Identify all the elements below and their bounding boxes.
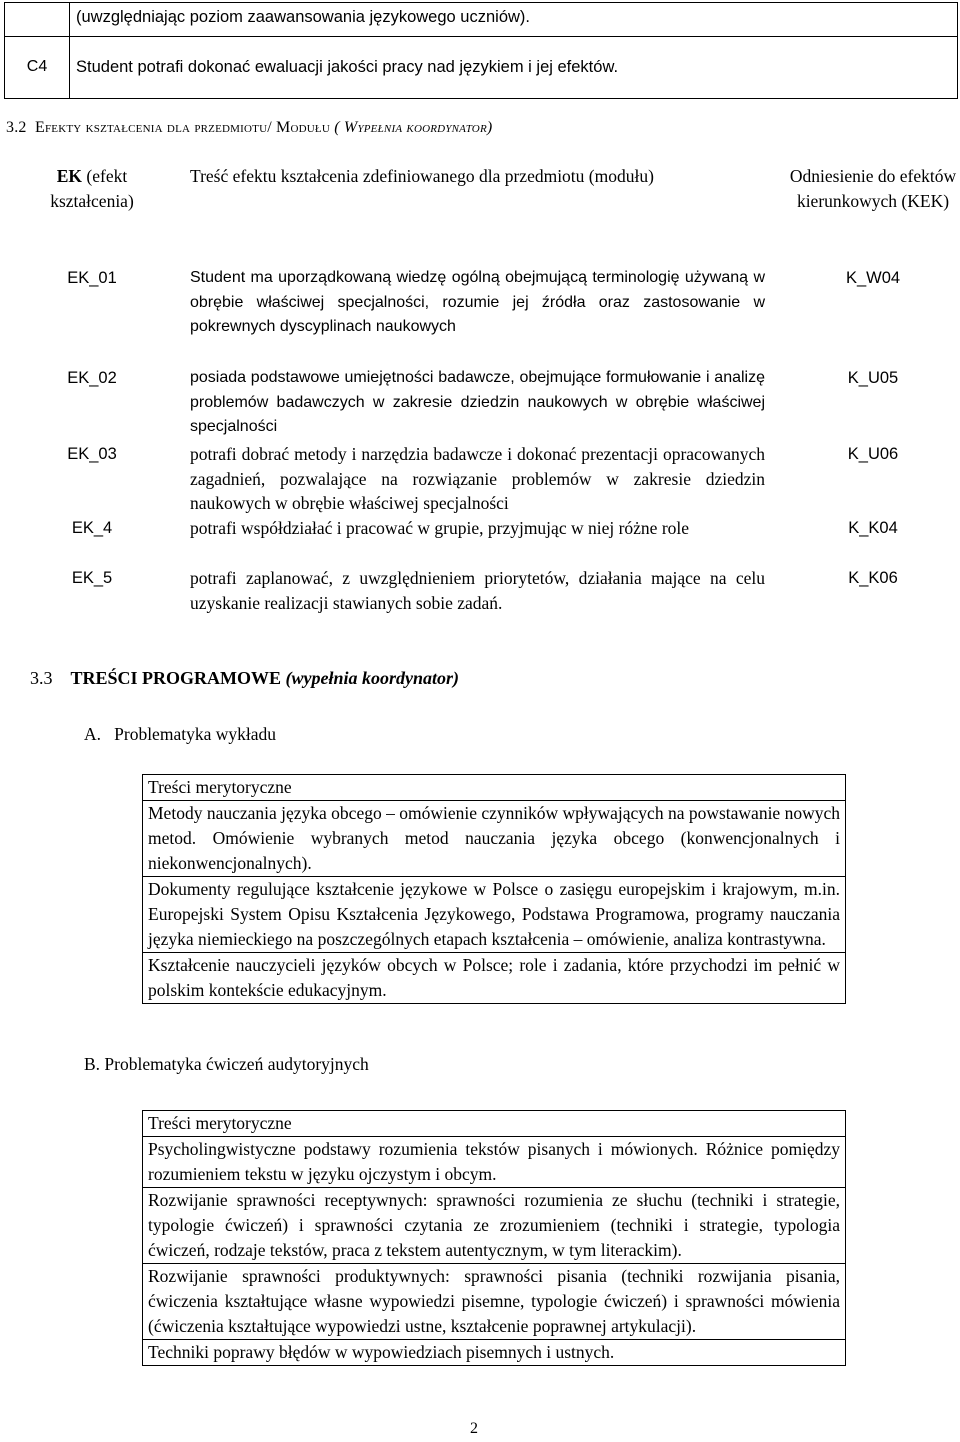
header-cell: Treści merytoryczne [143, 775, 846, 801]
ek-desc: potrafi dobrać metody i narzędzia badawcze i dokonać prezentacji opracowanych zagadnień, pozwalające na rozwiązanie problemów w zakresie dziedzin naukowych w obrębie właściwej specjalności [190, 444, 765, 513]
table-row [143, 877, 846, 953]
table-row [143, 953, 846, 1004]
ek-desc: Student ma uporządkowaną wiedzę ogólną obejmującą terminologię używaną w obrębie właściwej specjalności, rozumie jej źródła oraz zastosowanie w pokrewnych dyscyplinach naukowych [190, 269, 765, 335]
content-cell: Psycholingwistyczne podstawy rozumienia tekstów pisanych i mówionych. Różnice pomiędzy rozumieniem tekstu w języku ojczystym i obcym. [143, 1137, 846, 1188]
ek-code: EK_03 [67, 445, 117, 463]
ek-desc: potrafi zaplanować, z uwzględnieniem priorytetów, działania mające na celu uzyskanie realizacji stawianych sobie zadań. [190, 568, 765, 613]
table-row [143, 801, 846, 877]
objective-text: (uwzględniając poziom zaawansowania językowego uczniów). [70, 3, 958, 37]
objective-code: C4 [5, 37, 70, 99]
table-row [5, 37, 958, 99]
ek-code: EK_02 [67, 369, 117, 387]
objectives-table [4, 2, 958, 99]
section-heading-3-3 [30, 666, 459, 691]
ek-kek: K_W04 [845, 269, 901, 287]
part-a-title: A. Problematyka wykładu [84, 724, 276, 744]
ek-code: EK_4 [71, 519, 113, 537]
section-note: (wypełnia koordynator) [285, 668, 460, 688]
ek-desc: posiada podstawowe umiejętności badawcze, obejmujące formułowanie i analizę problemów badawczych w zakresie dziedzin naukowych w obrębie właściwej specjalności [190, 369, 765, 435]
table-row [143, 1264, 846, 1340]
section-title: Efekty kształcenia dla przedmiotu/ Modułu [35, 119, 330, 136]
part-b-title: B. Problematyka ćwiczeń audytoryjnych [84, 1054, 369, 1074]
section-number: 3.3 [30, 668, 53, 688]
content-cell: Metody nauczania języka obcego – omówienie czynników wpływających na powstawanie nowych metod. Omówienie wybranych metod nauczania języka obcego (konwencjonalnych i niekonwencjonalnych). [143, 801, 846, 877]
objective-code [5, 3, 70, 37]
header-cell: Treści merytoryczne [143, 1111, 846, 1137]
table-row [143, 1340, 846, 1366]
ek-kek: K_K04 [848, 519, 898, 537]
header-code-bold: EK [56, 166, 83, 186]
table-row [143, 1137, 846, 1188]
ek-code: EK_5 [71, 569, 113, 587]
header-kek: Odniesienie do efektów kierunkowych (KEK) [789, 166, 957, 211]
content-cell: Dokumenty regulujące kształcenie językowe w Polsce o zasięgu europejskim i krajowym, m.in. Europejski System Opisu Kształcenia Językowego, Podstawa Programowa, programy nauczania języka niemieckiego na poszczególnych etapach kształcenia – omówienie, analiza kontrastywna. [143, 877, 846, 953]
section-heading-3-2 [6, 116, 492, 141]
ek-kek: K_K06 [848, 569, 898, 587]
header-code-rest: (efekt kształcenia) [50, 166, 134, 211]
page-number: 2 [470, 1420, 478, 1437]
content-cell: Kształcenie nauczycieli języków obcych w Polsce; role i zadania, które przychodzi im pełnić w polskim kontekście edukacyjnym. [143, 953, 846, 1004]
content-cell: Rozwijanie sprawności receptywnych: sprawności rozumienia ze słuchu (techniki i strategie, typologie ćwiczeń) i sprawności czytania ze zrozumieniem (techniki i strategie, typologia ćwiczeń, rodzaje tekstów, praca z tekstem autentycznym, w tym literackim). [143, 1188, 846, 1264]
ek-kek: K_U05 [847, 369, 899, 387]
section-number: 3.2 [6, 119, 27, 136]
header-desc: Treść efektu kształcenia zdefiniowanego dla przedmiotu (modułu) [190, 166, 654, 186]
header-code [40, 164, 144, 213]
objective-text: Student potrafi dokonać ewaluacji jakości pracy nad językiem i jej efektów. [70, 37, 958, 99]
ek-code: EK_01 [67, 269, 117, 287]
table-row [5, 3, 958, 37]
exercises-content-table [142, 1110, 846, 1366]
ek-kek: K_U06 [847, 445, 899, 463]
section-note: ( Wypełnia koordynator) [334, 119, 493, 136]
section-title: TREŚCI PROGRAMOWE [70, 668, 282, 688]
content-cell: Rozwijanie sprawności produktywnych: sprawności pisania (techniki rozwijania pisania, ćwiczenia kształtujące własne wypowiedzi pisemne, typologie ćwiczeń) i sprawności mówienia (ćwiczenia kształtujące wypowiedzi ustne, kształcenie poprawnej artykulacji). [143, 1264, 846, 1340]
table-row [143, 1188, 846, 1264]
content-cell: Techniki poprawy błędów w wypowiedziach pisemnych i ustnych. [143, 1340, 846, 1366]
ek-desc: potrafi współdziałać i pracować w grupie, przyjmując w niej różne role [190, 518, 690, 538]
table-header [143, 1111, 846, 1137]
table-header [143, 775, 846, 801]
lecture-content-table [142, 774, 846, 1004]
